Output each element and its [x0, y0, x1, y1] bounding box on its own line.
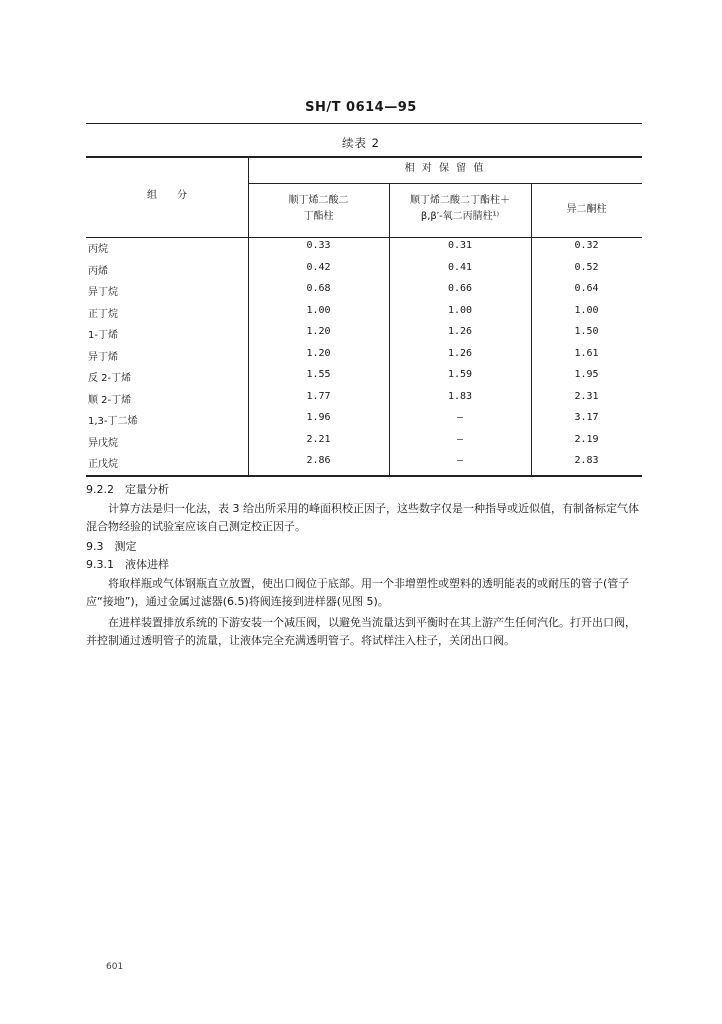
retention-value-col-2: — [456, 433, 464, 445]
retention-value-col-1: 0.33 [306, 240, 331, 251]
component-name: 1-丁烯 [88, 330, 118, 341]
section-9-3-1-paragraph-1: 将取样瓶或气体钢瓶直立放置，使出口阀位于底部。用一个非增塑性或塑料的透明能表的或耐压的管子(管子应“接地”)，通过金属过滤器(6.5)将阀连接到进样器(见图 5)。 [86, 577, 630, 608]
retention-value-col-3: 1.61 [574, 347, 599, 359]
retention-value-col-2: 0.31 [447, 240, 473, 251]
section-9-3-1-title: 9.3.1 液体进样 [86, 558, 169, 571]
component-name: 顺 2-丁烯 [88, 394, 132, 406]
retention-value-col-3: 3.17 [574, 412, 599, 423]
standard-code-header: SH/T 0614—95 [305, 100, 417, 115]
retention-value-col-2: 0.41 [447, 261, 473, 273]
component-name: 丙烯 [88, 265, 108, 277]
table-bottom-rule [86, 475, 642, 477]
component-name: 异戊烷 [88, 437, 118, 449]
retention-value-col-3: 0.64 [574, 283, 599, 294]
retention-value-col-3: 1.00 [574, 304, 599, 316]
section-9-3-title: 9.3 测定 [86, 540, 137, 553]
table-top-rule [86, 156, 642, 158]
retention-value-col-3: 2.31 [574, 390, 599, 402]
column-header-1-line2: 丁酯柱 [303, 211, 334, 222]
page-number: 601 [106, 962, 124, 972]
retention-value-col-3: 0.52 [574, 261, 599, 273]
retention-value-col-1: 1.96 [306, 412, 331, 423]
retention-value-col-3: 0.32 [574, 240, 599, 251]
component-header: 组 分 [147, 190, 187, 201]
retention-value-col-2: 1.83 [447, 390, 473, 402]
retention-value-col-1: 2.86 [306, 455, 331, 466]
column-header-3 [531, 202, 642, 218]
retention-value-col-2: 1.26 [447, 326, 473, 337]
retention-value-col-1: 0.42 [306, 261, 331, 273]
column-header-2-line1: 顺丁烯二酸二丁酯柱＋ [410, 195, 510, 206]
component-name: 丙烷 [88, 244, 108, 255]
retention-value-col-1: 0.68 [306, 283, 331, 294]
retention-value-col-1: 1.20 [306, 347, 331, 359]
retention-value-col-3: 1.95 [574, 369, 599, 380]
header-rule [86, 123, 642, 124]
column-header-1 [248, 193, 389, 225]
component-name: 正丁烷 [88, 308, 118, 320]
component-name: 异丁烯 [88, 351, 118, 363]
component-name: 1,3-丁二烯 [88, 416, 138, 427]
retention-value-col-2: — [456, 412, 464, 423]
column-header-2 [389, 193, 531, 225]
retention-value-col-1: 1.77 [306, 390, 331, 402]
component-name: 反 2-丁烯 [88, 373, 132, 384]
group-header-rule [248, 183, 642, 184]
table-caption: 续表 2 [342, 136, 380, 150]
retention-value-col-2: 1.59 [447, 369, 473, 380]
component-name: 正戊烷 [88, 459, 118, 470]
section-9-2-2-text: 计算方法是归一化法，表 3 给出所采用的峰面积校正因子，这些数字仅是一种指导或近似值，有制备标定气体混合物经验的试验室应该自己测定校正因子。 [86, 502, 639, 533]
column-header-1-line1: 顺丁烯二酸二 [288, 195, 349, 206]
component-name: 异丁烷 [88, 287, 118, 298]
retention-value-col-2: 1.00 [447, 304, 473, 316]
column-header-2-line2: β,β′-氧二丙腈柱¹⁾ [420, 211, 500, 222]
column-header-3-line1: 异二酮柱 [566, 204, 607, 215]
retention-value-col-3: 2.19 [574, 433, 599, 445]
retention-value-col-3: 2.83 [574, 455, 599, 466]
retention-value-col-2: — [456, 455, 464, 466]
retention-value-col-2: 1.26 [447, 347, 473, 359]
header-bottom-rule [86, 237, 642, 238]
retention-value-col-2: 0.66 [447, 283, 473, 294]
retention-value-col-1: 1.20 [306, 326, 331, 337]
retention-value-col-3: 1.50 [574, 326, 599, 337]
section-9-3-1-paragraph-2: 在进样装置排放系统的下游安装一个减压阀，以避免当流量达到平衡时在其上游产生任何汽化。打开出口阀，并控制通过透明管子的流量，让液体完全充满透明管子。将试样注入柱子，关闭出口阀。 [86, 616, 636, 647]
group-header: 相 对 保 留 值 [404, 163, 486, 174]
retention-value-col-1: 2.21 [306, 433, 331, 445]
retention-value-col-1: 1.00 [306, 304, 331, 316]
section-9-2-2-title: 9.2.2 定量分析 [86, 483, 169, 496]
retention-value-col-1: 1.55 [306, 369, 331, 380]
